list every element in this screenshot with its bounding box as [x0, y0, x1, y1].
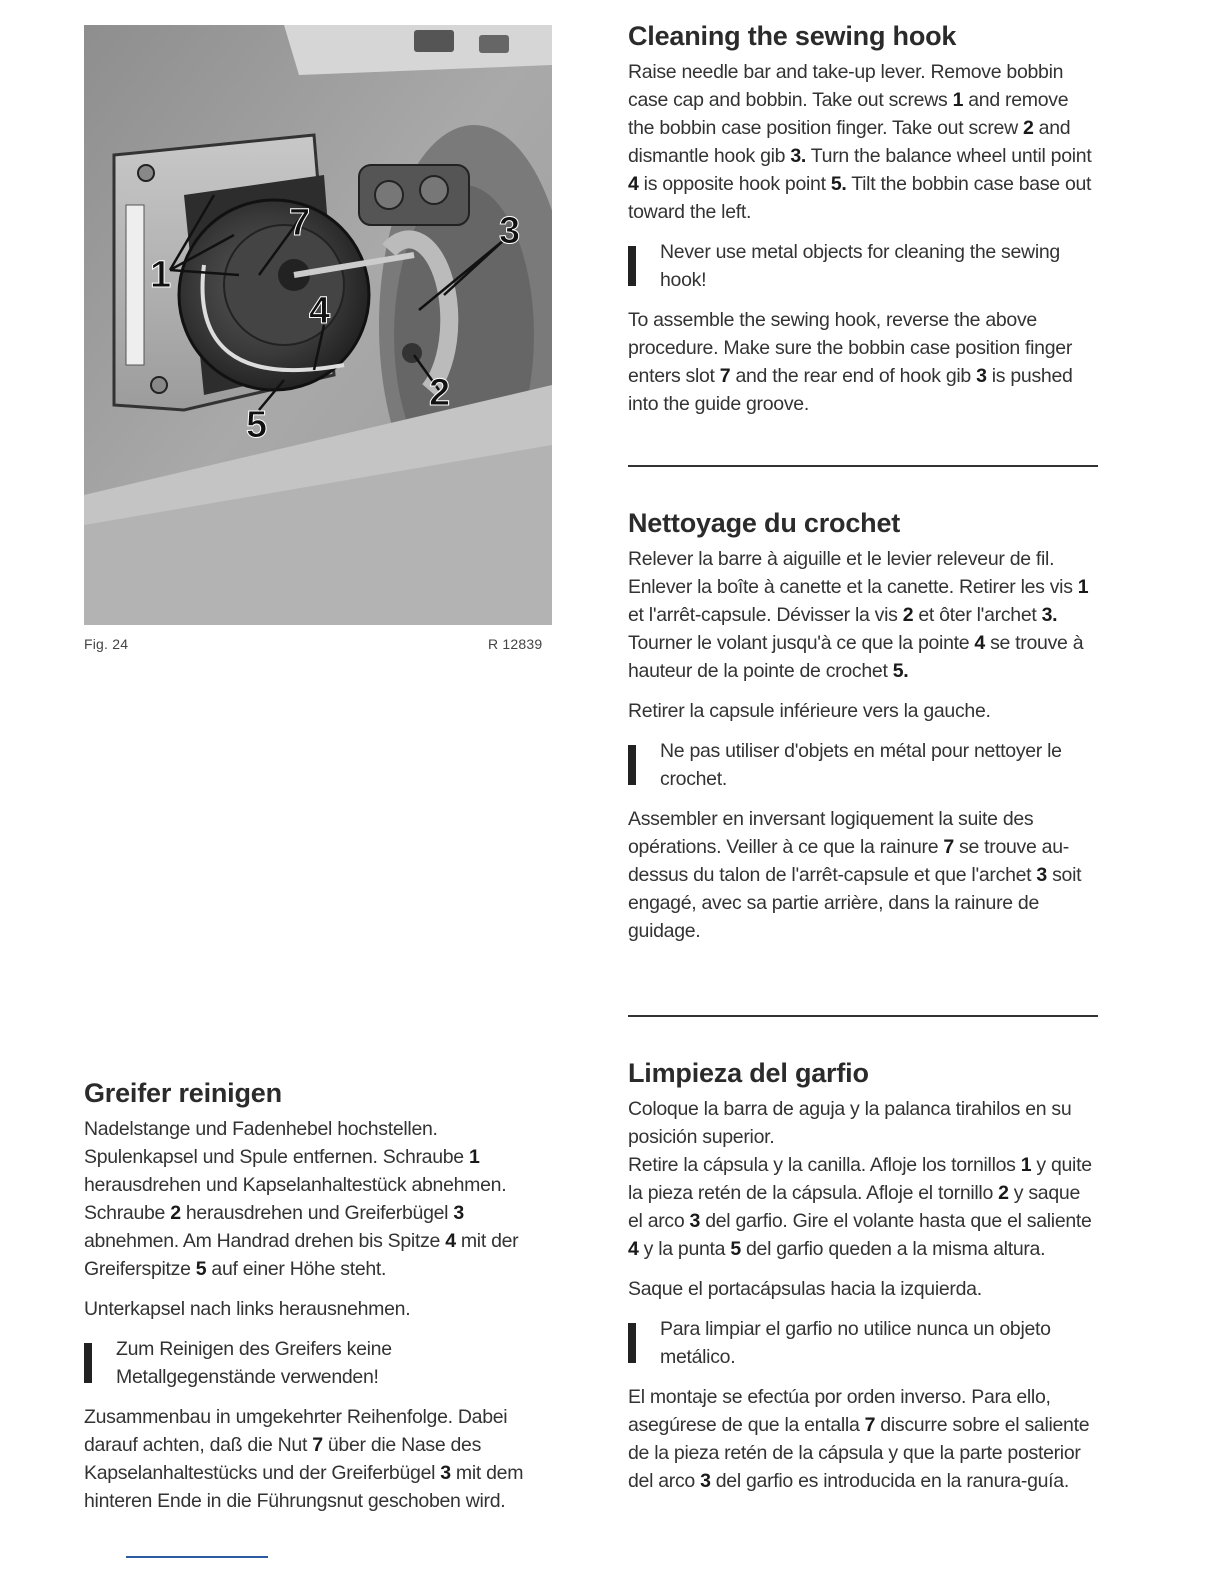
hook-photo [84, 25, 552, 625]
french-assembly-paragraph: Assembler en inversant logiquement la suite des opérations. Veiller à ce que la rainure 7 se trouve au-dessus du talon de l'arrêt-capsule et que l'archet 3 soit engagé, avec sa partie arrière, dans la rainure de guidage. [628, 808, 1082, 942]
spanish-section [628, 1095, 1098, 1507]
spanish-warning-note: Para limpiar el garfio no utilice nunca un objeto metálico. [628, 1315, 1098, 1371]
footer-underline [126, 1556, 268, 1558]
spanish-heading: Limpieza del garfio [628, 1058, 869, 1088]
english-section [628, 58, 1098, 430]
french-heading: Nettoyage du crochet [628, 508, 901, 538]
warning-bar [84, 1343, 92, 1383]
spanish-assembly-paragraph: El montaje se efectúa por orden inverso. Para ello, asegúrese de que la entalla 7 discurre sobre el saliente de la pieza retén de la cápsula y que la parte posterior del arco 3 del garfio es introducida en la ranura-guía. [628, 1386, 1090, 1492]
figure-number: Fig. 24 [84, 636, 129, 652]
german-heading: Greifer reinigen [84, 1078, 282, 1108]
figure-reference: R 12839 [488, 636, 543, 652]
french-paragraph-2: Retirer la capsule inférieure vers la gauche. [628, 700, 991, 722]
hook-illustration [84, 25, 552, 625]
warning-bar [628, 246, 636, 286]
label-2: 2 [429, 372, 451, 414]
label-3: 3 [499, 210, 521, 252]
english-heading: Cleaning the sewing hook [628, 21, 957, 51]
label-5: 5 [246, 404, 268, 446]
german-assembly-paragraph: Zusammenbau in umgekehrter Reihenfolge. Dabei darauf achten, daß die Nut 7 über die Nase des Kapselanhaltestücks und der Greiferbügel 3 mit dem hinteren Ende in die Führungsnut geschoben wird. [84, 1406, 524, 1512]
warning-bar [628, 745, 636, 785]
spanish-paragraph-2: Retire la cápsula y la canilla. Afloje los tornillos 1 y quite la pieza retén de la cápsula. Afloje el tornillo 2 y saque el arco 3 del garfio. Gire el volante hasta que el saliente 4 y la punta 5 del garfio queden a la misma altura. [628, 1154, 1092, 1260]
french-section [628, 545, 1098, 957]
german-paragraph: Nadelstange und Fadenhebel hochstellen. Spulenkapsel und Spule entfernen. Schraube 1 herausdrehen und Kapselanhaltestück abnehmen. Schraube 2 herausdrehen und Greiferbügel 3 abnehmen. Am Handrad drehen bis Spitze 4 mit der Greiferspitze 5 auf einer Höhe steht. [84, 1118, 519, 1280]
label-4: 4 [309, 290, 331, 332]
german-warning-note: Zum Reinigen des Greifers keine Metallgegenstände verwenden! [84, 1335, 554, 1391]
label-7: 7 [289, 202, 311, 244]
spanish-paragraph-3: Saque el portacápsulas hacia la izquierda. [628, 1278, 982, 1300]
section-divider [628, 465, 1098, 467]
label-1: 1 [150, 254, 172, 296]
english-warning-note: Never use metal objects for cleaning the sewing hook! [628, 238, 1098, 294]
english-paragraph: Raise needle bar and take-up lever. Remove bobbin case cap and bobbin. Take out screws 1 and remove the bobbin case position finger. Take out screw 2 and dismantle hook gib 3. Turn the balance wheel until point 4 is opposite hook point 5. Tilt the bobbin case base out toward the left. [628, 61, 1092, 223]
french-warning-note: Ne pas utiliser d'objets en métal pour nettoyer le crochet. [628, 737, 1098, 793]
spanish-paragraph-1: Coloque la barra de aguja y la palanca tirahilos en su posición superior. [628, 1098, 1072, 1148]
section-divider [628, 1015, 1098, 1017]
german-paragraph-2: Unterkapsel nach links herausnehmen. [84, 1298, 411, 1320]
english-assembly-paragraph: To assemble the sewing hook, reverse the above procedure. Make sure the bobbin case position finger enters slot 7 and the rear end of hook gib 3 is pushed into the guide groove. [628, 309, 1073, 415]
german-section [84, 1115, 554, 1527]
french-paragraph: Relever la barre à aiguille et le levier releveur de fil. Enlever la boîte à canette et la canette. Retirer les vis 1 et l'arrêt-capsule. Dévisser la vis 2 et ôter l'archet 3. Tourner le volant jusqu'à ce que la pointe 4 se trouve à hauteur de la pointe de crochet 5. [628, 548, 1089, 682]
warning-bar [628, 1323, 636, 1363]
